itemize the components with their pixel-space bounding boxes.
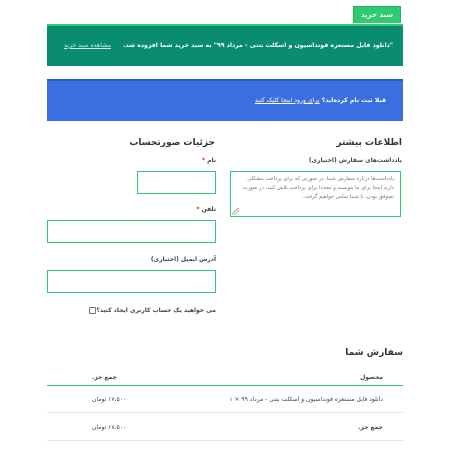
name-field[interactable] — [137, 171, 216, 194]
create-account-option[interactable] — [86, 307, 216, 314]
order-notes-textarea[interactable] — [230, 171, 401, 217]
required-mark: * — [201, 157, 205, 164]
login-link[interactable]: برای ورود اینجا کلیک کنید — [254, 97, 320, 104]
subtotal-label: جمع جز. — [358, 424, 383, 431]
cart-added-message: "دانلود فایل مستعزه فونداسیون و اسکلت بتنی - مرداد ۹۹" به سبد خرید شما افزوده شد. — [123, 42, 393, 49]
phone-label — [196, 206, 216, 213]
cart-tab-button[interactable]: سبد خرید — [353, 6, 401, 23]
order-item-name: دانلود فایل مستعزه فونداسیون و اسکلت بتنی - مرداد ۹۹ — [241, 396, 383, 403]
order-notes-placeholder: یادداشت‌ها درباره سفارش شما، در صورتی که برای پرداخت مشکلی دارید اینجا برای ما بنویسید و مجددا برای پرداخت تلاش کنید. در صورت تصوفق بودن، با شما تماس خواهیم گرفت. — [242, 176, 394, 200]
order-title: سفارش شما — [345, 348, 403, 358]
phone-field[interactable] — [47, 220, 216, 243]
order-row-divider — [47, 412, 403, 413]
cart-added-notice — [47, 24, 403, 66]
phone-label-text: تلفن — [201, 206, 216, 213]
product-header: محصول — [360, 374, 383, 381]
subtotal-header: جمع جز. — [92, 374, 117, 381]
name-label — [202, 157, 216, 164]
email-field[interactable] — [47, 270, 216, 293]
notes-label: یادداشت‌های سفارش (اختیاری) — [308, 157, 402, 164]
login-notice — [47, 79, 403, 121]
view-cart-link[interactable]: مشاهده سبد خرید — [64, 42, 111, 49]
order-item-qty: × ۱ — [229, 396, 240, 403]
order-item-subtotal: ۱۷،۵۰۰ تومان — [92, 396, 127, 403]
additional-info-title: اطلاعات بیشتر — [336, 138, 402, 148]
order-item-product — [229, 396, 383, 403]
name-label-text: نام — [207, 157, 216, 164]
required-mark: * — [196, 206, 200, 213]
billing-title: جزئیات صورتحساب — [129, 138, 215, 148]
order-header-divider — [47, 385, 403, 386]
email-label: آدرس ایمیل (اختیاری) — [150, 256, 216, 263]
order-subtotal-divider — [47, 440, 403, 441]
login-question — [255, 97, 386, 104]
create-account-label: می خواهید یک حساب کاربری ایجاد کنید؟ — [96, 307, 216, 314]
subtotal-value: ۱۷،۵۰۰ تومان — [92, 424, 127, 431]
resize-grip-icon[interactable] — [232, 208, 239, 215]
login-question-text: قبلا ثبت نام کرده‌اید؟ — [321, 97, 386, 104]
